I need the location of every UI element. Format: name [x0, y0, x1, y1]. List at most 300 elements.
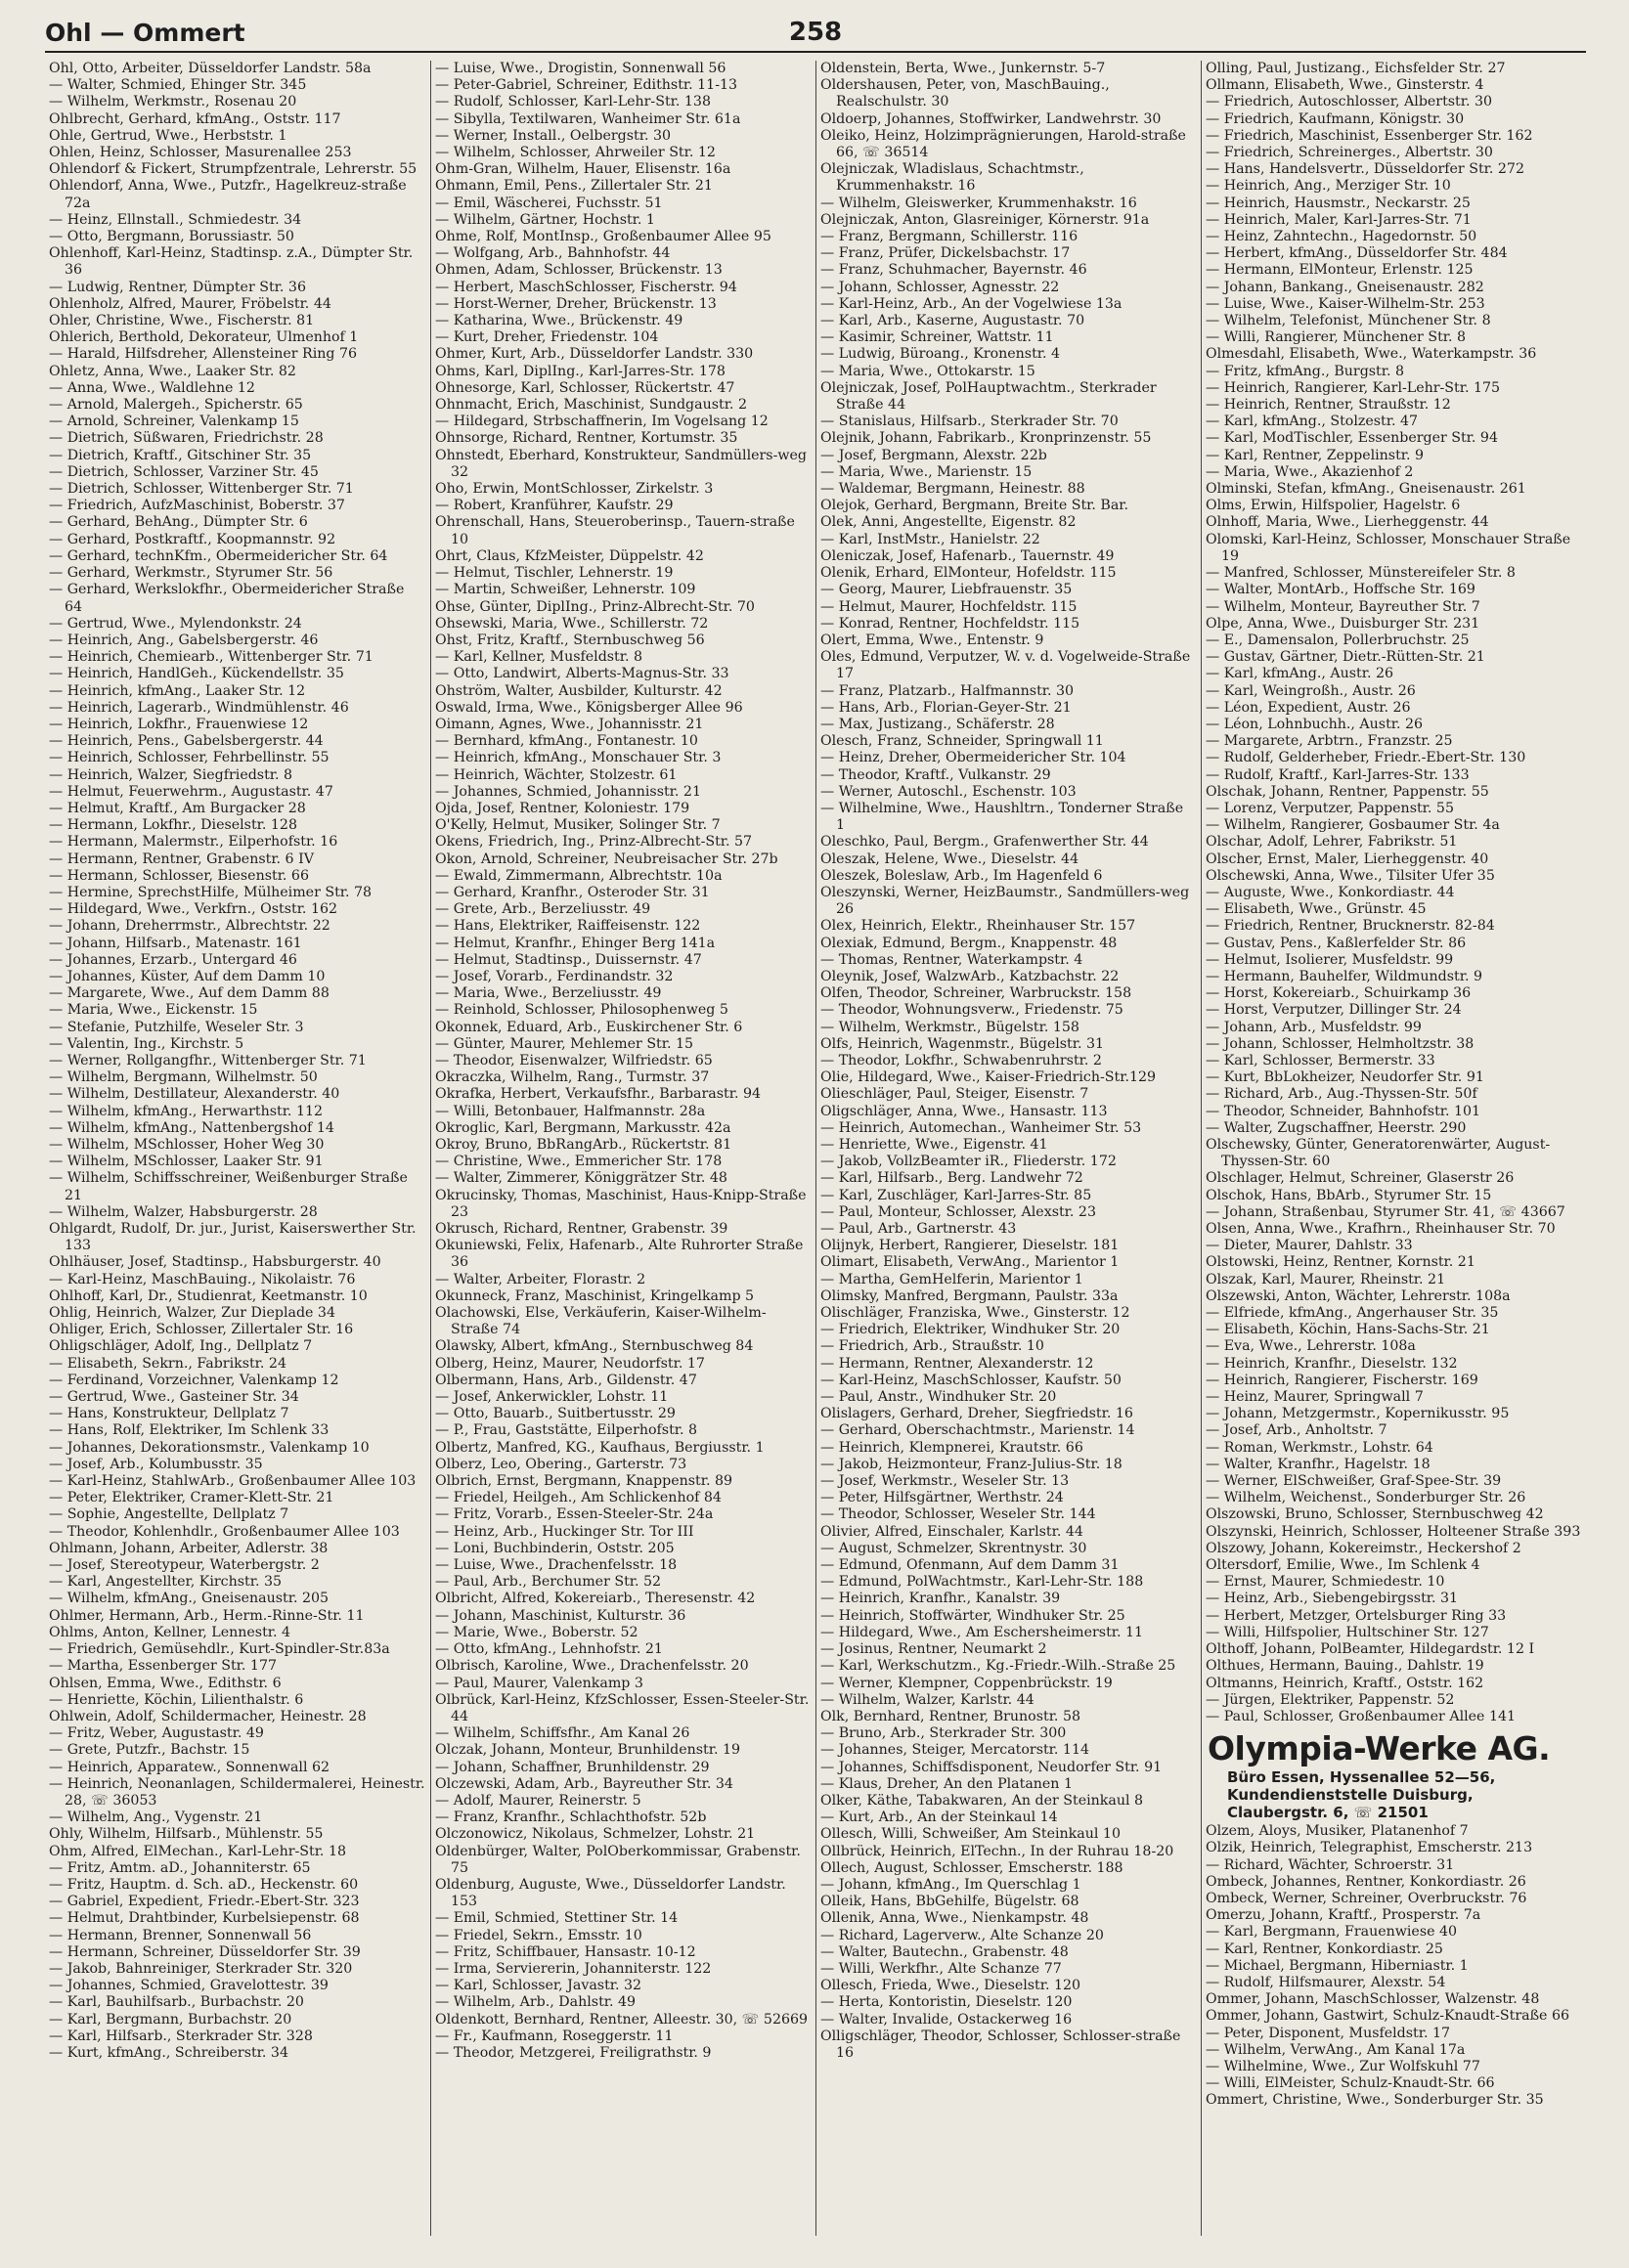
directory-entry: — Heinrich, kfmAng., Laaker Str. 12 — [49, 682, 306, 699]
directory-entry: — Emil, Wäscherei, Fuchsstr. 51 — [435, 195, 663, 211]
directory-entry: Okraczka, Wilhelm, Rang., Turmstr. 37 — [435, 1069, 710, 1086]
directory-entry: Olthoff, Johann, PolBeamter, Hildegardstr. 12 I — [1206, 1641, 1535, 1658]
directory-entry: Oleszek, Boleslaw, Arb., Im Hagenfeld 6 — [820, 867, 1103, 884]
directory-entry: — Johannes, Dekorationsmstr., Valenkamp 10 — [49, 1439, 370, 1456]
directory-entry: — Wilhelm, Arb., Dahlstr. 49 — [435, 1994, 637, 2011]
directory-entry: Oleschko, Paul, Bergm., Grafenwerther Str. 44 — [820, 834, 1149, 850]
directory-entry: — Manfred, Schlosser, Münstereifeler Str. 8 — [1206, 565, 1516, 582]
directory-entry: — Heinz, Dreher, Obermeidericher Str. 104 — [820, 750, 1126, 766]
directory-entry: — Heinrich, Maler, Karl-Jarres-Str. 71 — [1206, 211, 1472, 228]
directory-entry: Olschewsky, Günter, Generatorenwärter, August-Thyssen-Str. 60 — [1206, 1137, 1551, 1170]
directory-entry: — Helmut, Kraftf., Am Burgacker 28 — [49, 800, 306, 816]
directory-entry: — Paul, Anstr., Windhuker Str. 20 — [820, 1389, 1057, 1406]
advert-address-line: Kundendienststelle Duisburg, — [1227, 1786, 1474, 1805]
directory-entry: — Heinrich, Apparatew., Sonnenwall 62 — [49, 1759, 330, 1775]
directory-entry: — Katharina, Wwe., Brückenstr. 49 — [435, 313, 683, 329]
directory-entry: Olimart, Elisabeth, VerwAng., Marientor 1 — [820, 1254, 1120, 1271]
directory-entry: — Helmut, Tischler, Lehnerstr. 19 — [435, 565, 674, 582]
directory-entry: — Werner, Rollgangfhr., Wittenberger Str. 71 — [49, 1052, 367, 1069]
running-head: Ohl — Ommert — [45, 19, 245, 47]
directory-entry: — Heinrich, Rangierer, Karl-Lehr-Str. 175 — [1206, 379, 1501, 396]
directory-entry: — August, Schmelzer, Skrentnystr. 30 — [820, 1540, 1087, 1556]
directory-entry: Ohlhäuser, Josef, Stadtinsp., Habsburgerstr. 40 — [49, 1254, 381, 1271]
directory-entry: Ohst, Fritz, Kraftf., Sternbuschweg 56 — [435, 632, 705, 648]
directory-entry: Olislagers, Gerhard, Dreher, Siegfriedstr. 16 — [820, 1406, 1133, 1422]
directory-entry: — Klaus, Dreher, An den Platanen 1 — [820, 1775, 1073, 1792]
directory-entry: — Roman, Werkmstr., Lohstr. 64 — [1206, 1439, 1433, 1456]
directory-entry: Ohnmacht, Erich, Maschinist, Sundgaustr. 2 — [435, 397, 747, 414]
directory-entry: — Karl, Hilfsarb., Berg. Landwehr 72 — [820, 1170, 1083, 1187]
directory-entry: — Hermann, Bauhelfer, Wildmundstr. 9 — [1206, 968, 1482, 984]
directory-entry: Ohlenholz, Alfred, Maurer, Fröbelstr. 44 — [49, 295, 331, 312]
directory-entry: Olek, Anni, Angestellte, Eigenstr. 82 — [820, 514, 1077, 531]
directory-entry: — Grete, Arb., Berzeliusstr. 49 — [435, 901, 651, 918]
directory-entry: — Georg, Maurer, Liebfrauenstr. 35 — [820, 582, 1073, 598]
directory-entry: Olbrück, Karl-Heinz, KfzSchlosser, Essen-Steeler-Str. 44 — [435, 1691, 810, 1724]
directory-entry: — Karl-Heinz, MaschSchlosser, Kaufstr. 50 — [820, 1372, 1122, 1388]
directory-entry: Ohlen, Heinz, Schlosser, Masurenallee 253 — [49, 145, 352, 161]
directory-entry: — Michael, Bergmann, Hiberniastr. 1 — [1206, 1957, 1469, 1974]
directory-entry: Olfs, Heinrich, Wagenmstr., Bügelstr. 31 — [820, 1035, 1105, 1052]
directory-entry: Okroy, Bruno, BbRangArb., Rückertstr. 81 — [435, 1137, 732, 1153]
directory-entry: — Johannes, Küster, Auf dem Damm 10 — [49, 968, 326, 984]
directory-entry: — Heinz, Arb., Siebengebirgsstr. 31 — [1206, 1591, 1459, 1607]
directory-entry: Olpe, Anna, Wwe., Duisburger Str. 231 — [1206, 615, 1480, 632]
directory-entry: — Martha, GemHelferin, Marientor 1 — [820, 1271, 1083, 1287]
directory-entry: — Wilhelm, Werkmstr., Rosenau 20 — [49, 94, 297, 110]
directory-entry: — Grete, Putzfr., Bachstr. 15 — [49, 1742, 250, 1759]
directory-entry: Ommer, Johann, Gastwirt, Schulz-Knaudt-Straße 66 — [1206, 2008, 1570, 2025]
directory-entry: Ohmer, Kurt, Arb., Düsseldorfer Landstr. 330 — [435, 346, 754, 363]
directory-entry: O'Kelly, Helmut, Musiker, Solinger Str. 7 — [435, 817, 721, 834]
directory-entry: — E., Damensalon, Pollerbruchstr. 25 — [1206, 632, 1470, 648]
directory-entry: — Karl-Heinz, StahlwArb., Großenbaumer Allee 103 — [49, 1473, 417, 1490]
directory-entry: Oldoerp, Johannes, Stoffwirker, Landwehrstr. 30 — [820, 110, 1162, 127]
directory-entry: — Heinz, Ellnstall., Schmiedestr. 34 — [49, 211, 302, 228]
directory-entry: — Helmut, Kranfhr., Ehinger Berg 141a — [435, 935, 716, 951]
directory-entry: — Friedrich, AufzMaschinist, Boberstr. 37 — [49, 498, 345, 514]
directory-entry: — Heinrich, kfmAng., Monschauer Str. 3 — [435, 750, 722, 766]
directory-entry: Ohlendorf & Fickert, Strumpfzentrale, Lehrerstr. 55 — [49, 161, 418, 178]
directory-entry: Ohmann, Emil, Pens., Zillertaler Str. 21 — [435, 178, 713, 195]
directory-entry: Olschok, Hans, BbArb., Styrumer Str. 15 — [1206, 1187, 1492, 1203]
directory-entry: — Fritz, Amtm. aD., Johanniterstr. 65 — [49, 1859, 311, 1876]
directory-entry: — Elisabeth, Sekrn., Fabrikstr. 24 — [49, 1355, 286, 1372]
directory-entry: — Sibylla, Textilwaren, Wanheimer Str. 61a — [435, 110, 741, 127]
directory-entry: — Gabriel, Expedient, Friedr.-Ebert-Str. 323 — [49, 1894, 360, 1910]
directory-entry: — Johann, Maschinist, Kulturstr. 36 — [435, 1607, 686, 1624]
directory-entry: — Josef, Arb., Kolumbusstr. 35 — [49, 1456, 263, 1472]
directory-entry: Olling, Paul, Justizang., Eichsfelder Str. 27 — [1206, 61, 1506, 76]
directory-entry: — Helmut, Feuerwehrm., Augustastr. 47 — [49, 783, 333, 800]
directory-entry: — Jakob, Bahnreiniger, Sterkrader Str. 320 — [49, 1960, 353, 1977]
directory-entry: — Karl, Hilfsarb., Sterkrader Str. 328 — [49, 2028, 313, 2044]
directory-entry: — Josef, Arb., Anholtstr. 7 — [1206, 1422, 1387, 1439]
directory-entry: — Heinrich, Pens., Gabelsbergerstr. 44 — [49, 733, 324, 750]
directory-entry: Olschar, Adolf, Lehrer, Fabrikstr. 51 — [1206, 834, 1458, 850]
directory-entry: — Josef, Stereotypeur, Waterbergstr. 2 — [49, 1557, 320, 1574]
directory-entry: — Josef, Bergmann, Alexstr. 22b — [820, 447, 1047, 463]
directory-entry: — Wilhelm, Ang., Vygenstr. 21 — [49, 1810, 263, 1826]
directory-entry: — Luise, Wwe., Drogistin, Sonnenwall 56 — [435, 61, 726, 76]
directory-entry: — Konrad, Rentner, Hochfeldstr. 115 — [820, 615, 1080, 632]
directory-entry: Olczonowicz, Nikolaus, Schmelzer, Lohstr. 21 — [435, 1826, 756, 1843]
directory-entry: Ohlwein, Adolf, Schildermacher, Heinestr. 28 — [49, 1708, 367, 1724]
directory-entry: — Heinrich, Hausmstr., Neckarstr. 25 — [1206, 195, 1471, 211]
directory-entry: — Stanislaus, Hilfsarb., Sterkrader Str. 70 — [820, 414, 1119, 430]
directory-entry: Ohligschläger, Adolf, Ing., Dellplatz 7 — [49, 1338, 313, 1355]
directory-entry: Olert, Emma, Wwe., Entenstr. 9 — [820, 632, 1044, 648]
directory-entry: — Heinz, Maurer, Springwall 7 — [1206, 1389, 1424, 1406]
directory-entry: — Hermann, Lokfhr., Dieselstr. 128 — [49, 817, 297, 834]
directory-entry: — Richard, Lagerverw., Alte Schanze 20 — [820, 1927, 1104, 1943]
directory-entry: Olscher, Ernst, Maler, Lierheggenstr. 40 — [1206, 850, 1489, 867]
directory-entry: — Walter, Arbeiter, Florastr. 2 — [435, 1271, 646, 1287]
directory-entry: — Theodor, Schneider, Bahnhofstr. 101 — [1206, 1103, 1481, 1119]
directory-entry: Olzik, Heinrich, Telegraphist, Emscherstr. 213 — [1206, 1840, 1533, 1856]
directory-entry: Oleiko, Heinz, Holzimprägnierungen, Harold-straße 66, ☏ 36514 — [820, 127, 1186, 161]
directory-entry: Olmesdahl, Elisabeth, Wwe., Waterkampstr. 36 — [1206, 346, 1537, 363]
directory-entry: — Helmut, Maurer, Hochfeldstr. 115 — [820, 598, 1078, 615]
directory-entry: Olie, Hildegard, Wwe., Kaiser-Friedrich-Str.129 — [820, 1069, 1157, 1086]
directory-entry: Ollmann, Elisabeth, Wwe., Ginsterstr. 4 — [1206, 77, 1484, 94]
directory-entry: — Werner, Autoschl., Eschenstr. 103 — [820, 783, 1077, 800]
directory-entry: — Friedrich, Autoschlosser, Albertstr. 30 — [1206, 94, 1493, 110]
directory-entry: Olczak, Johann, Monteur, Brunhildenstr. 19 — [435, 1742, 741, 1759]
directory-entry: — Heinz, Arb., Huckinger Str. Tor III — [435, 1523, 694, 1540]
directory-entry: — Heinrich, Lagerarb., Windmühlenstr. 46 — [49, 699, 349, 716]
directory-entry: — Wilhelm, Monteur, Bayreuther Str. 7 — [1206, 598, 1480, 615]
directory-entry: — Heinrich, Stoffwärter, Windhuker Str. 25 — [820, 1607, 1125, 1624]
directory-entry: — Wilhelm, Weichenst., Sonderburger Str. 26 — [1206, 1490, 1526, 1506]
directory-entry: — Walter, Schmied, Ehinger Str. 345 — [49, 77, 307, 94]
directory-entry: — Rudolf, Hilfsmaurer, Alexstr. 54 — [1206, 1974, 1446, 1990]
directory-entry: — Maria, Wwe., Akazienhof 2 — [1206, 463, 1414, 480]
directory-entry: Ohm, Alfred, ElMechan., Karl-Lehr-Str. 18 — [49, 1843, 346, 1859]
directory-entry: Olschak, Johann, Rentner, Pappenstr. 55 — [1206, 783, 1489, 800]
directory-entry: Olk, Bernhard, Rentner, Brunostr. 58 — [820, 1708, 1080, 1724]
directory-entry: — Heinrich, Rangierer, Fischerstr. 169 — [1206, 1372, 1478, 1388]
directory-entry: Olivier, Alfred, Einschaler, Karlstr. 44 — [820, 1523, 1083, 1540]
directory-entry: Olsen, Anna, Wwe., Krafhrn., Rheinhauser Str. 70 — [1206, 1221, 1556, 1238]
directory-entry: — Paul, Arb., Gartnerstr. 43 — [820, 1221, 1017, 1238]
directory-entry: — Wilhelm, kfmAng., Gneisenaustr. 205 — [49, 1591, 330, 1607]
directory-entry: Olomski, Karl-Heinz, Schlosser, Monschauer Straße 19 — [1206, 531, 1571, 564]
directory-entry: Ohnesorge, Karl, Schlosser, Rückertstr. 47 — [435, 379, 735, 396]
directory-entry: Ohström, Walter, Ausbilder, Kulturstr. 42 — [435, 682, 723, 699]
directory-entry: Ohrenschall, Hans, Steueroberinsp., Tauern-straße 10 — [435, 514, 795, 547]
directory-entry: Olberg, Heinz, Maurer, Neudorfstr. 17 — [435, 1355, 705, 1372]
directory-entry: — Gerhard, Kranfhr., Osteroder Str. 31 — [435, 884, 710, 900]
directory-entry: — Wilhelm, Werkmstr., Bügelstr. 158 — [820, 1019, 1079, 1035]
directory-entry: Ohlhoff, Karl, Dr., Studienrat, Keetmanstr. 10 — [49, 1287, 368, 1304]
directory-entry: — Heinrich, Neonanlagen, Schildermalerei, Heinestr. 28, ☏ 36053 — [49, 1775, 425, 1809]
directory-entry: — Gertrud, Wwe., Mylendonkstr. 24 — [49, 615, 302, 632]
directory-entry: — Wilhelm, Rangierer, Gosbaumer Str. 4a — [1206, 817, 1500, 834]
directory-entry: — Elisabeth, Wwe., Grünstr. 45 — [1206, 901, 1427, 918]
directory-entry: — Johannes, Erzarb., Untergard 46 — [49, 951, 297, 968]
directory-entry: — Gerhard, Werkslokfhr., Obermeidericher Straße 64 — [49, 582, 405, 615]
directory-entry: — Léon, Expedient, Austr. 26 — [1206, 699, 1411, 716]
directory-entry: Ohme, Rolf, MontInsp., Großenbaumer Allee 95 — [435, 229, 771, 245]
directory-entry: Olszowy, Johann, Kokereimstr., Heckershof 2 — [1206, 1540, 1521, 1556]
directory-entry: — Richard, Wächter, Schroerstr. 31 — [1206, 1856, 1455, 1873]
directory-entry: — Ferdinand, Vorzeichner, Valenkamp 12 — [49, 1372, 339, 1388]
directory-entry: — Johann, Dreherrmstr., Albrechtstr. 22 — [49, 918, 330, 935]
directory-entry: Olbrich, Ernst, Bergmann, Knappenstr. 89 — [435, 1473, 733, 1490]
directory-entry: — Gerhard, Werkmstr., Styrumer Str. 56 — [49, 565, 333, 582]
directory-entry: — Martha, Essenberger Str. 177 — [49, 1658, 278, 1675]
directory-entry: — Karl-Heinz, MaschBauing., Nikolaistr. 76 — [49, 1271, 356, 1287]
directory-entry: — Peter, Elektriker, Cramer-Klett-Str. 21 — [49, 1490, 334, 1506]
directory-entry: — Heinrich, Kranfhr., Dieselstr. 132 — [1206, 1355, 1458, 1372]
directory-entry: — Paul, Monteur, Schlosser, Alexstr. 23 — [820, 1203, 1096, 1220]
directory-entry: — Wilhelm, Gärtner, Hochstr. 1 — [435, 211, 655, 228]
directory-entry: — Heinrich, HandlGeh., Kückendellstr. 35 — [49, 666, 344, 682]
directory-entry: — Johann, Metzgermstr., Kopernikusstr. 95 — [1206, 1406, 1510, 1422]
directory-entry: — Ernst, Maurer, Schmiedestr. 10 — [1206, 1574, 1445, 1591]
directory-entry: Olszowski, Bruno, Schlosser, Sternbuschweg 42 — [1206, 1506, 1544, 1523]
directory-entry: Ommer, Johann, MaschSchlosser, Walzenstr. 48 — [1206, 1991, 1540, 2008]
directory-entry: Oleynik, Josef, WalzwArb., Katzbachstr. 22 — [820, 968, 1120, 984]
directory-entry: — Walter, Kranfhr., Hagelstr. 18 — [1206, 1456, 1431, 1472]
directory-entry: — Werner, Install., Oelbergstr. 30 — [435, 127, 672, 144]
directory-entry: Oleszak, Helene, Wwe., Dieselstr. 44 — [820, 850, 1079, 867]
directory-entry: — Heinrich, Lokfhr., Frauenwiese 12 — [49, 716, 309, 732]
directory-entry: Olijnyk, Herbert, Rangierer, Dieselstr. 181 — [820, 1238, 1120, 1254]
directory-entry: — Richard, Arb., Aug.-Thyssen-Str. 50f — [1206, 1086, 1477, 1103]
directory-entry: — Willi, Hilfspolier, Hultschiner Str. 127 — [1206, 1624, 1489, 1640]
directory-entry: — Josef, Ankerwickler, Lohstr. 11 — [435, 1389, 669, 1406]
directory-entry: Ohlms, Anton, Kellner, Lennestr. 4 — [49, 1624, 291, 1640]
directory-entry: — Johannes, Schmied, Johannisstr. 21 — [435, 783, 701, 800]
directory-entry: — Ewald, Zimmermann, Albrechtstr. 10a — [435, 867, 723, 884]
directory-entry: — Willi, Betonbauer, Halfmannstr. 28a — [435, 1103, 706, 1119]
directory-entry: — Friedrich, Gemüsehdlr., Kurt-Spindler-Str.83a — [49, 1641, 390, 1658]
directory-entry: — Otto, Bergmann, Borussiastr. 50 — [49, 229, 294, 245]
directory-entry: — Theodor, Metzgerei, Freiligrathstr. 9 — [435, 2044, 712, 2061]
column-3 — [815, 61, 1201, 2236]
directory-entry: Olstowski, Heinz, Rentner, Kornstr. 21 — [1206, 1254, 1475, 1271]
directory-entry: — Ludwig, Rentner, Dümpter Str. 36 — [49, 279, 306, 295]
directory-entry: Ohlmer, Hermann, Arb., Herm.-Rinne-Str. 11 — [49, 1607, 365, 1624]
directory-entry: — Elfriede, kfmAng., Angerhauser Str. 35 — [1206, 1305, 1499, 1322]
directory-entry: — Wilhelm, VerwAng., Am Kanal 17a — [1206, 2041, 1466, 2058]
directory-entry: — Heinrich, Chemiearb., Wittenberger Str. 71 — [49, 649, 374, 666]
directory-entry: — Karl, Bauhilfsarb., Burbachstr. 20 — [49, 1994, 304, 2011]
directory-entry: — Horst, Verputzer, Dillinger Str. 24 — [1206, 1002, 1462, 1019]
directory-entry: — Adolf, Maurer, Reinerstr. 5 — [435, 1792, 641, 1809]
page-number: 258 — [788, 18, 843, 47]
directory-entry: Ohlbrecht, Gerhard, kfmAng., Oststr. 117 — [49, 110, 341, 127]
page-header — [45, 10, 1586, 53]
directory-entry: — Otto, Bauarb., Suitbertusstr. 29 — [435, 1406, 676, 1422]
directory-entry: — Johannes, Schiffsdisponent, Neudorfer Str. 91 — [820, 1759, 1163, 1775]
directory-entry: — Karl, Rentner, Konkordiastr. 25 — [1206, 1941, 1443, 1957]
directory-entry: — Rudolf, Kraftf., Karl-Jarres-Str. 133 — [1206, 766, 1470, 783]
directory-entry: — Walter, MontArb., Hoffsche Str. 169 — [1206, 582, 1475, 598]
directory-entry: — Franz, Bergmann, Schillerstr. 116 — [820, 229, 1079, 245]
directory-entry: — Johannes, Steiger, Mercatorstr. 114 — [820, 1742, 1090, 1759]
directory-entry: — Christine, Wwe., Emmericher Str. 178 — [435, 1154, 723, 1170]
directory-entry: — Luise, Wwe., Drachenfelsstr. 18 — [435, 1557, 678, 1574]
directory-entry: Ohlsen, Emma, Wwe., Edithstr. 6 — [49, 1675, 282, 1691]
directory-entry: Ohlgardt, Rudolf, Dr. jur., Jurist, Kaiserswerther Str. 133 — [49, 1221, 417, 1254]
directory-entry: Olex, Heinrich, Elektr., Rheinhauser Str. 157 — [820, 918, 1136, 935]
directory-entry: — Otto, kfmAng., Lehnhofstr. 21 — [435, 1641, 663, 1658]
directory-entry: — Walter, Zimmerer, Königgrätzer Str. 48 — [435, 1170, 727, 1187]
directory-entry: Ohl, Otto, Arbeiter, Düsseldorfer Landstr. 58a — [49, 61, 372, 76]
directory-entry: — Karl, Schlosser, Bermerstr. 33 — [1206, 1052, 1435, 1069]
directory-entry: — Walter, Invalide, Ostackerweg 16 — [820, 2011, 1073, 2028]
directory-entry: Ohlendorf, Anna, Wwe., Putzfr., Hagelkreuz-straße 72a — [49, 178, 407, 211]
directory-entry: — Emil, Schmied, Stettiner Str. 14 — [435, 1910, 679, 1927]
directory-entry: — Otto, Landwirt, Alberts-Magnus-Str. 33 — [435, 666, 729, 682]
directory-entry: — Thomas, Rentner, Waterkampstr. 4 — [820, 951, 1083, 968]
directory-entry: — Hermine, SprechstHilfe, Mülheimer Str. 78 — [49, 884, 373, 900]
directory-entry: — Helmut, Drahtbinder, Kurbelsiepenstr. 68 — [49, 1910, 360, 1927]
directory-entry: — Heinrich, Kranfhr., Kanalstr. 39 — [820, 1591, 1061, 1607]
directory-entry: Ollbrück, Heinrich, ElTechn., In der Ruhrau 18-20 — [820, 1843, 1174, 1859]
directory-entry: — Karl, Kellner, Musfeldstr. 8 — [435, 649, 643, 666]
directory-entry: — Johann, Schlosser, Agnesstr. 22 — [820, 279, 1060, 295]
directory-entry: — Elisabeth, Köchin, Hans-Sachs-Str. 21 — [1206, 1322, 1490, 1338]
directory-entry: — Karl, InstMstr., Hanielstr. 22 — [820, 531, 1040, 547]
directory-entry: — Karl, Angestellter, Kirchstr. 35 — [49, 1574, 283, 1591]
directory-entry: Oldershausen, Peter, von, MaschBauing., Realschulstr. 30 — [820, 77, 1110, 110]
directory-entry: — Hermann, Malermstr., Eilperhofstr. 16 — [49, 834, 338, 850]
directory-entry: — Hermann, Brenner, Sonnenwall 56 — [49, 1927, 312, 1943]
directory-entry: Oleniczak, Josef, Hafenarb., Tauernstr. 49 — [820, 547, 1115, 564]
directory-entry: — Johann, Bankang., Gneisenaustr. 282 — [1206, 279, 1484, 295]
directory-entry: Olfen, Theodor, Schreiner, Warbruckstr. 158 — [820, 985, 1132, 1002]
directory-entry: — Wilhelmine, Wwe., Zur Wolfskuhl 77 — [1206, 2058, 1480, 2074]
directory-entry: — Gerhard, Oberschachtmstr., Marienstr. 14 — [820, 1422, 1135, 1439]
directory-entry: — Wilhelm, Schiffsschreiner, Weißenburger Straße 21 — [49, 1170, 408, 1203]
directory-entry: — Johann, Straßenbau, Styrumer Str. 41, ☏ 43667 — [1206, 1203, 1565, 1220]
directory-entry: Olberz, Leo, Obering., Garterstr. 73 — [435, 1456, 687, 1472]
directory-entry: — Sophie, Angestellte, Dellplatz 7 — [49, 1506, 289, 1523]
directory-entry: Okunneck, Franz, Maschinist, Kringelkamp 5 — [435, 1287, 755, 1304]
directory-entry: — Bernhard, kfmAng., Fontanestr. 10 — [435, 733, 698, 750]
directory-entry: Olker, Käthe, Tabakwaren, An der Steinkaul 8 — [820, 1792, 1144, 1809]
directory-entry: Oldenkott, Bernhard, Rentner, Alleestr. 30, ☏ 52669 — [435, 2011, 809, 2028]
directory-entry: Olschewski, Anna, Wwe., Tilsiter Ufer 35 — [1206, 867, 1495, 884]
advertisement-olympia-werke — [1206, 1729, 1581, 1821]
directory-entry: — Dieter, Maurer, Dahlstr. 33 — [1206, 1238, 1413, 1254]
directory-entry: — Maria, Wwe., Eickenstr. 15 — [49, 1002, 258, 1019]
directory-entry: — Hans, Arb., Florian-Geyer-Str. 21 — [820, 699, 1072, 716]
directory-entry: — Wilhelm, MSchlosser, Laaker Str. 91 — [49, 1154, 324, 1170]
directory-entry: — Peter, Disponent, Musfeldstr. 17 — [1206, 2025, 1451, 2041]
directory-entry: — Willi, Rangierer, Münchener Str. 8 — [1206, 329, 1467, 346]
directory-entry: — Franz, Platzarb., Halfmannstr. 30 — [820, 682, 1075, 699]
directory-entry: Olejniczak, Anton, Glasreiniger, Körnerstr. 91a — [820, 211, 1150, 228]
directory-entry: Olbermann, Hans, Arb., Gildenstr. 47 — [435, 1372, 697, 1388]
directory-entry: — Paul, Maurer, Valenkamp 3 — [435, 1675, 643, 1691]
advert-company-name: Olympia-Werke AG. — [1208, 1729, 1551, 1768]
directory-entry: — Hermann, Schlosser, Biesenstr. 66 — [49, 867, 309, 884]
directory-entry: — Waldemar, Bergmann, Heinestr. 88 — [820, 481, 1085, 498]
directory-entry: — Josef, Werkmstr., Weseler Str. 13 — [820, 1473, 1070, 1490]
directory-entry: — Fritz, Weber, Augustastr. 49 — [49, 1725, 264, 1742]
directory-entry: Olawsky, Albert, kfmAng., Sternbuschweg 84 — [435, 1338, 754, 1355]
directory-entry: — Bruno, Arb., Sterkrader Str. 300 — [820, 1725, 1067, 1742]
directory-entry: — Heinz, Zahntechn., Hagedornstr. 50 — [1206, 229, 1477, 245]
directory-entry: — Peter-Gabriel, Schreiner, Edithstr. 11-13 — [435, 77, 738, 94]
directory-entry: — Horst, Kokereiarb., Schuirkamp 36 — [1206, 985, 1472, 1002]
directory-entry: — Wilhelm, Bergmann, Wilhelmstr. 50 — [49, 1069, 318, 1086]
directory-entry: — Irma, Serviererin, Johanniterstr. 122 — [435, 1960, 712, 1977]
directory-entry: — Walter, Bautechn., Grabenstr. 48 — [820, 1943, 1069, 1960]
directory-entry: — Karl-Heinz, Arb., An der Vogelwiese 13a — [820, 295, 1123, 312]
directory-entry: — Edmund, PolWachtmstr., Karl-Lehr-Str. 188 — [820, 1574, 1144, 1591]
directory-entry: Olms, Erwin, Hilfspolier, Hagelstr. 6 — [1206, 498, 1461, 514]
directory-entry: — Wilhelm, kfmAng., Nattenbergshof 14 — [49, 1119, 334, 1136]
directory-entry: — Robert, Kranführer, Kaufstr. 29 — [435, 498, 674, 514]
directory-entry: — Maria, Wwe., Berzeliusstr. 49 — [435, 985, 662, 1002]
directory-entry: — Wilhelm, Walzer, Habsburgerstr. 28 — [49, 1203, 318, 1220]
directory-entry: Ohliger, Erich, Schlosser, Zillertaler Str. 16 — [49, 1322, 354, 1338]
directory-entry: Olczewski, Adam, Arb., Bayreuther Str. 34 — [435, 1775, 733, 1792]
directory-entry: — Fritz, Hauptm. d. Sch. aD., Heckenstr. 60 — [49, 1876, 359, 1893]
directory-entry: — Wolfgang, Arb., Bahnhofstr. 44 — [435, 245, 671, 262]
directory-entry: Ohsewski, Maria, Wwe., Schillerstr. 72 — [435, 615, 709, 632]
directory-entry: — Heinrich, Automechan., Wanheimer Str. 53 — [820, 1119, 1142, 1136]
directory-entry: Ohlerich, Berthold, Dekorateur, Ulmenhof 1 — [49, 329, 359, 346]
directory-entry: — Johannes, Schmied, Gravelottestr. 39 — [49, 1978, 329, 1994]
directory-entry: — Margarete, Wwe., Auf dem Damm 88 — [49, 985, 330, 1002]
directory-entry: Ollenik, Anna, Wwe., Nienkampstr. 48 — [820, 1910, 1089, 1927]
directory-entry: Ollesch, Willi, Schweißer, Am Steinkaul 10 — [820, 1826, 1121, 1843]
directory-entry: — Theodor, Kraftf., Vulkanstr. 29 — [820, 766, 1051, 783]
directory-entry: — Franz, Schuhmacher, Bayernstr. 46 — [820, 262, 1087, 279]
directory-entry: — Johann, kfmAng., Im Querschlag 1 — [820, 1876, 1081, 1893]
directory-entry: — Fr., Kaufmann, Roseggerstr. 11 — [435, 2028, 674, 2044]
directory-entry: — Reinhold, Schlosser, Philosophenweg 5 — [435, 1002, 728, 1019]
directory-entry: — Franz, Prüfer, Dickelsbachstr. 17 — [820, 245, 1071, 262]
advert-address-line: Büro Essen, Hyssenallee 52—56, — [1227, 1768, 1496, 1787]
directory-entry: Ohly, Wilhelm, Hilfsarb., Mühlenstr. 55 — [49, 1826, 324, 1843]
directory-entry: — Heinrich, Wächter, Stolzestr. 61 — [435, 766, 678, 783]
directory-entry: — Friedrich, Maschinist, Essenberger Str. 162 — [1206, 127, 1533, 144]
directory-entry: — Karl, Schlosser, Javastr. 32 — [435, 1978, 642, 1994]
directory-entry: Okroglic, Karl, Bergmann, Markusstr. 42a — [435, 1119, 731, 1136]
directory-entry: — Martin, Schweißer, Lehnerstr. 109 — [435, 582, 696, 598]
directory-entry: — Josef, Vorarb., Ferdinandstr. 32 — [435, 968, 674, 984]
directory-entry: Ohm-Gran, Wilhelm, Hauer, Elisenstr. 16a — [435, 161, 731, 178]
directory-entry: — Heinrich, Schlosser, Fehrbellinstr. 55 — [49, 750, 330, 766]
directory-entry: Okon, Arnold, Schreiner, Neubreisacher Str. 27b — [435, 850, 778, 867]
directory-entry: — Willi, ElMeister, Schulz-Knaudt-Str. 66 — [1206, 2075, 1495, 2092]
directory-entry: — Fritz, Schiffbauer, Hansastr. 10-12 — [435, 1943, 696, 1960]
directory-entry: — Werner, Klempner, Coppenbrückstr. 19 — [820, 1675, 1113, 1691]
directory-entry: Oswald, Irma, Wwe., Königsberger Allee 96 — [435, 699, 743, 716]
directory-entry: — Dietrich, Schlosser, Varziner Str. 45 — [49, 463, 319, 480]
directory-entry: — Theodor, Schlosser, Weseler Str. 144 — [820, 1506, 1096, 1523]
directory-entry: — Karl, Arb., Kaserne, Augustastr. 70 — [820, 313, 1085, 329]
directory-entry: — Johann, Hilfsarb., Matenastr. 161 — [49, 935, 302, 951]
directory-entry: — Jakob, VollzBeamter iR., Fliederstr. 172 — [820, 1154, 1117, 1170]
directory-entry: — Friedrich, Kaufmann, Königstr. 30 — [1206, 110, 1465, 127]
directory-entry: — Theodor, Kohlenhdlr., Großenbaumer Allee 103 — [49, 1523, 400, 1540]
directory-entry: — Harald, Hilfsdreher, Allensteiner Ring 76 — [49, 346, 358, 363]
directory-entry: — Johann, Arb., Musfeldstr. 99 — [1206, 1019, 1422, 1035]
directory-entry: Oho, Erwin, MontSchlosser, Zirkelstr. 3 — [435, 481, 714, 498]
directory-entry: Ohnstedt, Eberhard, Konstrukteur, Sandmüllers-weg 32 — [435, 447, 807, 480]
directory-entry: Ohms, Karl, DiplIng., Karl-Jarres-Str. 178 — [435, 363, 726, 379]
directory-entry: — Paul, Schlosser, Großenbaumer Allee 141 — [1206, 1708, 1517, 1724]
